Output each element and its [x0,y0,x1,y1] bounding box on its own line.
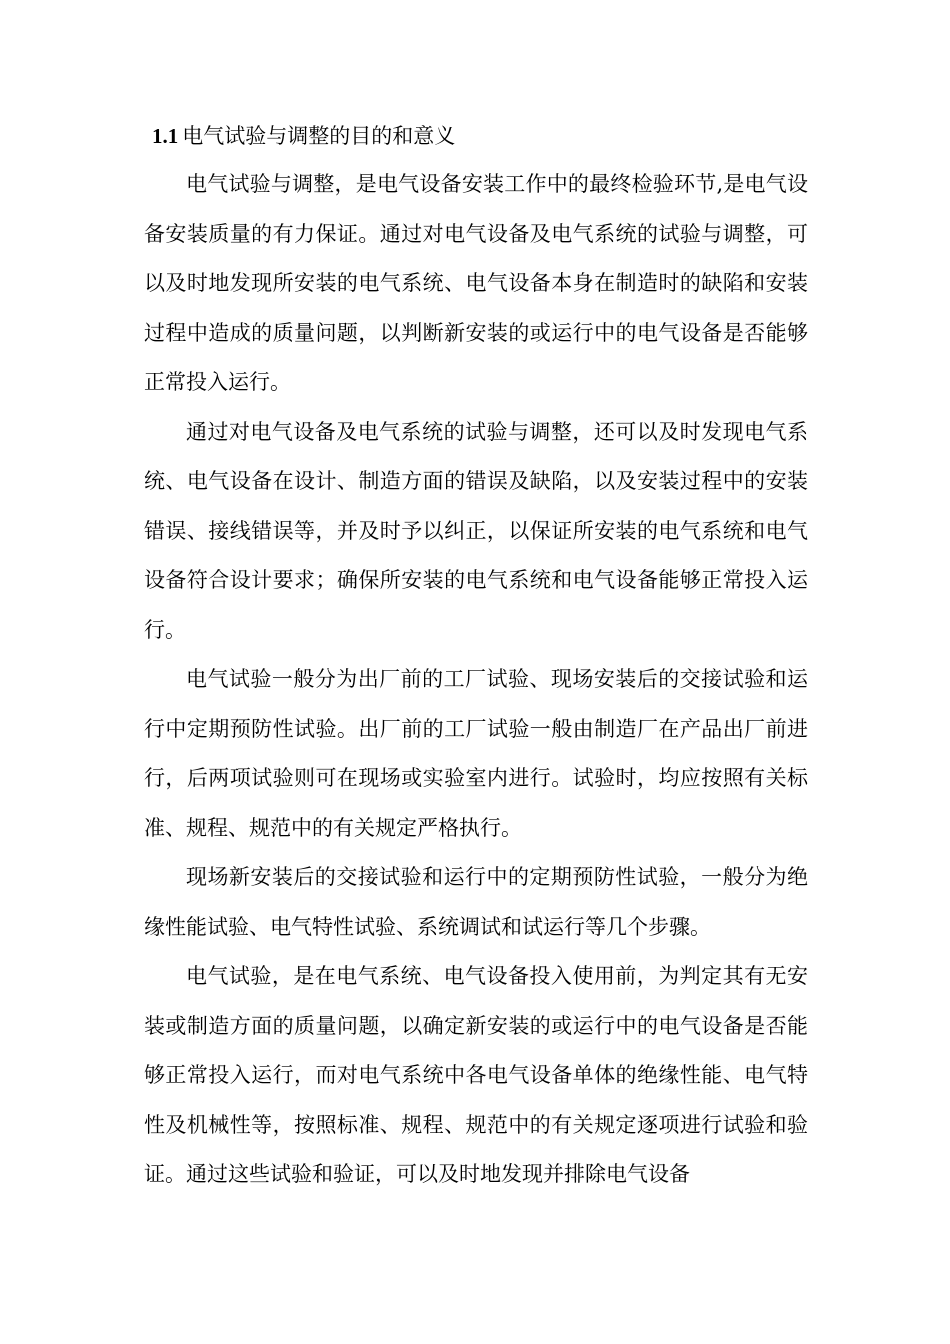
document-body [144,160,808,1200]
paragraph: 通过对电气设备及电气系统的试验与调整，还可以及时发现电气系统、电气设备在设计、制造方面的错误及缺陷，以及安装过程中的安装错误、接线错误等，并及时予以纠正，以保证所安装的电气系统和电气设备符合设计要求；确保所安装的电气系统和电气设备能够正常投入运行。 [144,419,808,642]
paragraph: 电气试验与调整，是电气设备安装工作中的最终检验环节,是电气设备安装质量的有力保证。通过对电气设备及电气系统的试验与调整，可以及时地发现所安装的电气系统、电气设备本身在制造时的缺陷和安装过程中造成的质量问题，以判断新安装的或运行中的电气设备是否能够正常投入运行。 [144,172,808,394]
paragraph: 电气试验一般分为出厂前的工厂试验、现场安装后的交接试验和运行中定期预防性试验。出厂前的工厂试验一般由制造厂在产品出厂前进行，后两项试验则可在现场或实验室内进行。试验时，均应按照有关标准、规程、规范中的有关规定严格执行。 [144,667,808,840]
section-heading [152,120,455,152]
paragraph: 现场新安装后的交接试验和运行中的定期预防性试验，一般分为绝缘性能试验、电气特性试验、系统调试和试运行等几个步骤。 [144,865,808,939]
section-number: 1.1 [152,124,179,148]
paragraph: 电气试验，是在电气系统、电气设备投入使用前，为判定其有无安装或制造方面的质量问题，以确定新安装的或运行中的电气设备是否能够正常投入运行，而对电气系统中各电气设备单体的绝缘性能、电气特性及机械性等，按照标准、规程、规范中的有关规定逐项进行试验和验证。通过这些试验和验证，可以及时地发现并排除电气设备 [144,964,808,1186]
section-title: 电气试验与调整的目的和意义 [182,124,456,148]
